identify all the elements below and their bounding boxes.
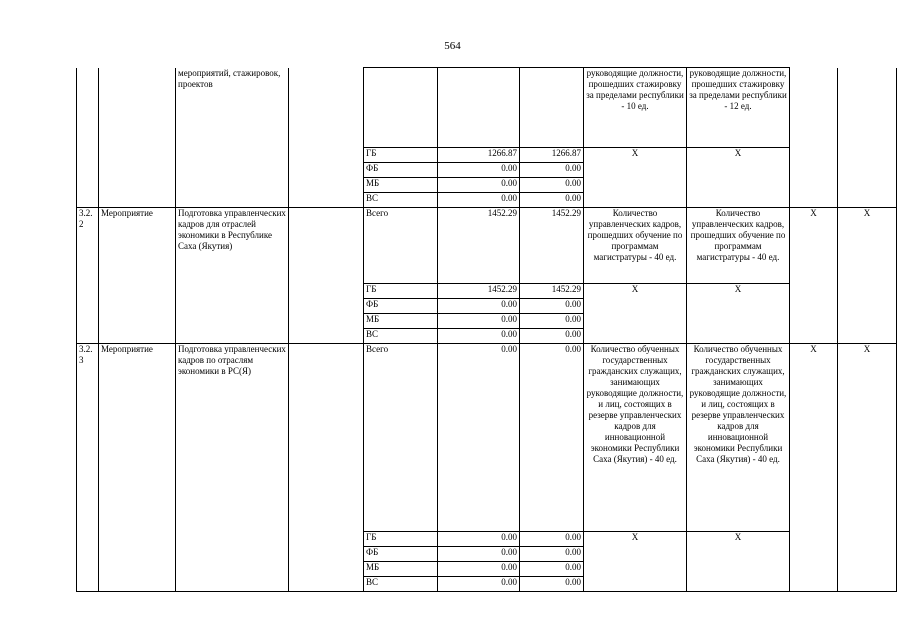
mark-x: X: [584, 532, 687, 547]
source-cell: ГБ: [364, 532, 438, 547]
value-cell: 1452.29: [520, 284, 584, 299]
empty-cell: [289, 562, 364, 577]
source-cell: [364, 68, 438, 148]
empty-cell: [99, 163, 176, 178]
empty-cell: [790, 178, 838, 193]
empty-cell: [99, 148, 176, 163]
value-cell: [438, 68, 520, 148]
value-cell: 0.00: [438, 299, 520, 314]
type-cell: [99, 68, 176, 148]
name-cell: Подготовка управленческих кадров по отраслям экономики в РС(Я): [176, 344, 289, 532]
empty-cell: [790, 329, 838, 344]
empty-cell: [838, 577, 897, 592]
table-row: [77, 547, 897, 562]
empty-cell: [176, 148, 289, 163]
empty-cell: [289, 577, 364, 592]
empty-cell: [687, 178, 790, 193]
empty-cell: [584, 299, 687, 314]
table-row: [77, 163, 897, 178]
empty-cell: [687, 577, 790, 592]
empty-cell: [77, 178, 99, 193]
executor-cell: [289, 208, 364, 284]
indicator-cell: руководящие должности, прошедших стажировку за пределами республики - 10 ед.: [584, 68, 687, 148]
source-cell: ГБ: [364, 148, 438, 163]
mark-x: X: [790, 344, 838, 532]
value-cell: 0.00: [520, 314, 584, 329]
type-cell: Мероприятие: [99, 344, 176, 532]
indicator-cell: Количество управленческих кадров, прошедших обучение по программам магистратуры - 40 ед.: [584, 208, 687, 284]
mark-x: X: [838, 344, 897, 532]
source-cell: ВС: [364, 193, 438, 208]
source-cell: МБ: [364, 314, 438, 329]
source-cell: ВС: [364, 329, 438, 344]
empty-cell: [77, 193, 99, 208]
empty-cell: [790, 163, 838, 178]
empty-cell: [289, 547, 364, 562]
empty-cell: [790, 314, 838, 329]
number-cell: [77, 68, 99, 148]
empty-cell: [77, 163, 99, 178]
table-row: [77, 344, 897, 532]
indicator-cell: руководящие должности, прошедших стажировку за пределами республики - 12 ед.: [687, 68, 790, 148]
value-cell: 0.00: [438, 314, 520, 329]
table-row: [77, 208, 897, 284]
number-cell: 3.2. 3: [77, 344, 99, 532]
source-cell: ГБ: [364, 284, 438, 299]
empty-cell: [176, 314, 289, 329]
empty-cell: [99, 562, 176, 577]
value-cell: 1452.29: [520, 208, 584, 284]
empty-cell: [99, 547, 176, 562]
value-cell: 0.00: [438, 577, 520, 592]
empty-cell: [176, 178, 289, 193]
source-cell: ВС: [364, 577, 438, 592]
value-cell: 0.00: [520, 299, 584, 314]
empty-cell: [77, 562, 99, 577]
empty-cell: [289, 329, 364, 344]
empty-cell: [77, 532, 99, 547]
indicator-cell: Количество обученных государственных гражданских служащих, занимающих руководящие должности, и лиц, состоящих в резерве управленческих кадров для инновационной экономики Республики Саха (Якутия) - 40 ед.: [584, 344, 687, 532]
empty-cell: [77, 148, 99, 163]
page-number: 564: [444, 40, 461, 52]
empty-cell: [77, 547, 99, 562]
empty-cell: [838, 178, 897, 193]
source-cell: ФБ: [364, 163, 438, 178]
empty-cell: [838, 193, 897, 208]
empty-cell: [838, 329, 897, 344]
table-row: [77, 329, 897, 344]
value-cell: 1266.87: [438, 148, 520, 163]
indicator-cell: Количество обученных государственных гражданских служащих, занимающих руководящие должности, и лиц, состоящих в резерве управленческих кадров для инновационной экономики Республики Саха (Якутия) - 40 ед.: [687, 344, 790, 532]
table-row: [77, 193, 897, 208]
empty-cell: [289, 193, 364, 208]
type-cell: Мероприятие: [99, 208, 176, 284]
value-cell: 0.00: [520, 344, 584, 532]
executor-cell: [289, 344, 364, 532]
empty-cell: [790, 284, 838, 299]
name-cell: мероприятий, стажировок, проектов: [176, 68, 289, 148]
empty-cell: [687, 163, 790, 178]
value-cell: 0.00: [438, 193, 520, 208]
source-cell: МБ: [364, 178, 438, 193]
table-row: [77, 284, 897, 299]
empty-cell: [176, 532, 289, 547]
value-cell: 0.00: [520, 577, 584, 592]
empty-cell: [99, 577, 176, 592]
empty-cell: [687, 314, 790, 329]
mark-x: X: [687, 532, 790, 547]
mark-cell: [790, 68, 838, 148]
value-cell: 0.00: [520, 193, 584, 208]
empty-cell: [790, 562, 838, 577]
table-row: [77, 314, 897, 329]
mark-cell: [838, 68, 897, 148]
executor-cell: [289, 68, 364, 148]
value-cell: 1452.29: [438, 284, 520, 299]
empty-cell: [838, 148, 897, 163]
empty-cell: [584, 547, 687, 562]
empty-cell: [584, 577, 687, 592]
empty-cell: [99, 329, 176, 344]
value-cell: 1452.29: [438, 208, 520, 284]
indicator-cell: Количество управленческих кадров, прошедших обучение по программам магистратуры - 40 ед.: [687, 208, 790, 284]
empty-cell: [176, 329, 289, 344]
value-cell: 0.00: [520, 178, 584, 193]
mark-x: X: [687, 284, 790, 299]
empty-cell: [99, 193, 176, 208]
empty-cell: [176, 547, 289, 562]
value-cell: 0.00: [438, 532, 520, 547]
empty-cell: [176, 577, 289, 592]
mark-x: X: [687, 148, 790, 163]
empty-cell: [687, 193, 790, 208]
empty-cell: [838, 163, 897, 178]
empty-cell: [176, 193, 289, 208]
value-cell: 0.00: [520, 329, 584, 344]
empty-cell: [176, 284, 289, 299]
value-cell: 0.00: [438, 547, 520, 562]
empty-cell: [687, 547, 790, 562]
empty-cell: [687, 299, 790, 314]
empty-cell: [838, 532, 897, 547]
empty-cell: [790, 193, 838, 208]
empty-cell: [584, 178, 687, 193]
source-cell: ФБ: [364, 299, 438, 314]
empty-cell: [289, 532, 364, 547]
empty-cell: [77, 299, 99, 314]
table-row: [77, 562, 897, 577]
empty-cell: [99, 299, 176, 314]
value-cell: 0.00: [520, 562, 584, 577]
empty-cell: [838, 314, 897, 329]
empty-cell: [176, 562, 289, 577]
mark-x: X: [584, 284, 687, 299]
empty-cell: [687, 562, 790, 577]
empty-cell: [790, 148, 838, 163]
empty-cell: [584, 193, 687, 208]
value-cell: 0.00: [520, 532, 584, 547]
mark-x: X: [838, 208, 897, 284]
empty-cell: [790, 547, 838, 562]
mark-x: X: [790, 208, 838, 284]
source-cell: ФБ: [364, 547, 438, 562]
empty-cell: [584, 329, 687, 344]
source-cell: Всего: [364, 208, 438, 284]
empty-cell: [838, 562, 897, 577]
empty-cell: [77, 284, 99, 299]
value-cell: 0.00: [438, 178, 520, 193]
empty-cell: [790, 299, 838, 314]
empty-cell: [838, 284, 897, 299]
value-cell: 1266.87: [520, 148, 584, 163]
program-table: [76, 67, 897, 592]
empty-cell: [790, 532, 838, 547]
empty-cell: [289, 148, 364, 163]
source-cell: МБ: [364, 562, 438, 577]
empty-cell: [838, 299, 897, 314]
name-cell: Подготовка управленческих кадров для отраслей экономики в Республике Саха (Якутия): [176, 208, 289, 284]
table-row: [77, 299, 897, 314]
empty-cell: [687, 329, 790, 344]
empty-cell: [77, 577, 99, 592]
empty-cell: [99, 284, 176, 299]
value-cell: 0.00: [438, 329, 520, 344]
empty-cell: [289, 299, 364, 314]
empty-cell: [289, 178, 364, 193]
empty-cell: [584, 314, 687, 329]
number-cell: 3.2. 2: [77, 208, 99, 284]
table-row: [77, 148, 897, 163]
empty-cell: [289, 284, 364, 299]
empty-cell: [77, 329, 99, 344]
value-cell: 0.00: [438, 163, 520, 178]
empty-cell: [790, 577, 838, 592]
value-cell: 0.00: [520, 163, 584, 178]
empty-cell: [289, 314, 364, 329]
empty-cell: [77, 314, 99, 329]
table-row: [77, 532, 897, 547]
empty-cell: [584, 562, 687, 577]
value-cell: 0.00: [438, 562, 520, 577]
empty-cell: [176, 163, 289, 178]
empty-cell: [99, 178, 176, 193]
empty-cell: [289, 163, 364, 178]
empty-cell: [176, 299, 289, 314]
value-cell: 0.00: [438, 344, 520, 532]
value-cell: [520, 68, 584, 148]
empty-cell: [584, 163, 687, 178]
empty-cell: [99, 314, 176, 329]
value-cell: 0.00: [520, 547, 584, 562]
mark-x: X: [584, 148, 687, 163]
source-cell: Всего: [364, 344, 438, 532]
table-row: [77, 178, 897, 193]
table-row: [77, 68, 897, 148]
empty-cell: [838, 547, 897, 562]
table-row: [77, 577, 897, 592]
empty-cell: [99, 532, 176, 547]
